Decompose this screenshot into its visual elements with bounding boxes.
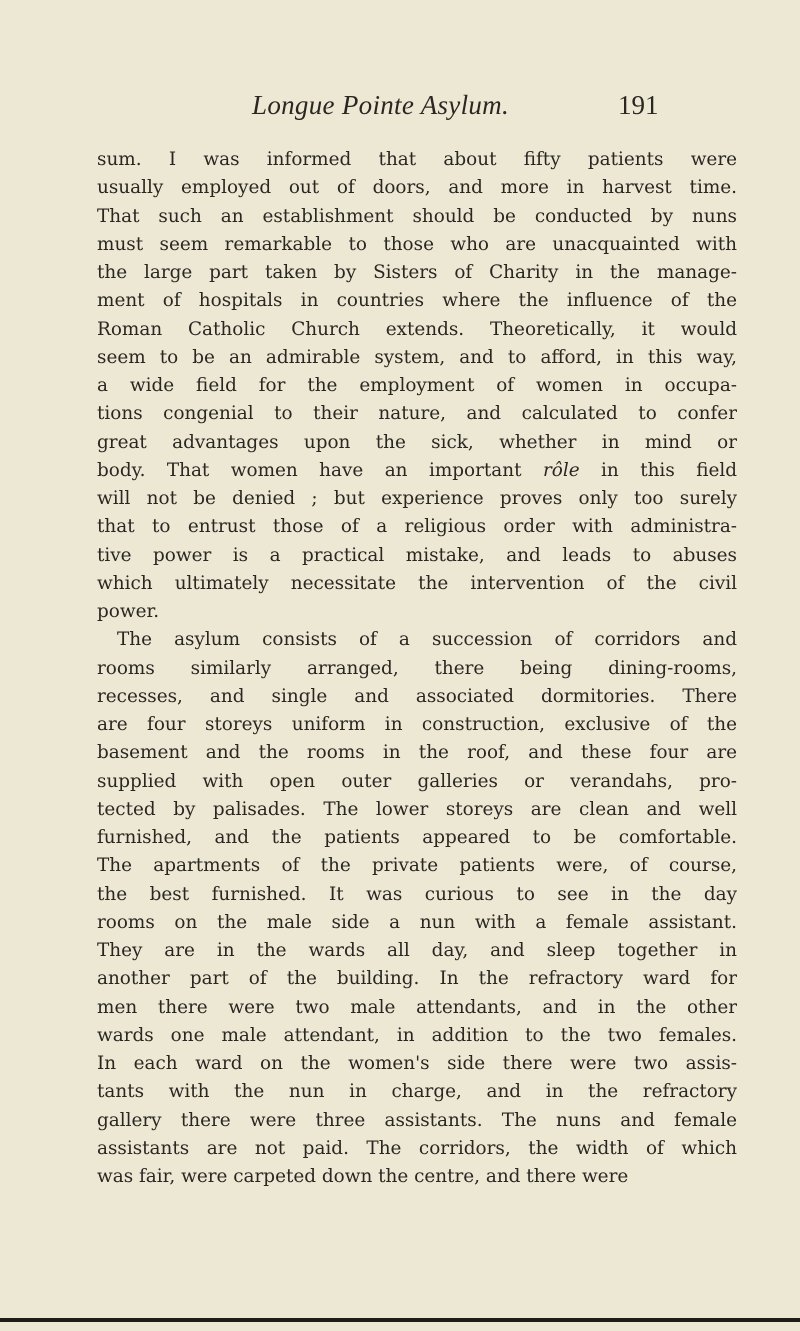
text-line: tions congenial to their nature, and calculated to confer [97,403,737,425]
text-line: power. [97,601,160,622]
page-number: 191 [618,90,659,120]
text-line: ment of hospitals in countries where the influence of the [97,290,737,312]
text-line: rooms similarly arranged, there being dining-rooms, [97,657,737,679]
text-line: wards one male attendant, in addition to the two females. [97,1024,737,1046]
text-line: which ultimately necessitate the intervention of the civil [97,572,737,594]
text-line: tants with the nun in charge, and in the refractory [97,1081,737,1103]
text-line: tected by palisades. The lower storeys are clean and well [97,798,737,820]
text-line: Roman Catholic Church extends. Theoretically, it would [97,318,737,340]
page-header [0,82,800,122]
text-line: another part of the building. In the refractory ward for [97,968,737,990]
text-line: That such an establishment should be conducted by nuns [97,205,737,227]
text-line: The apartments of the private patients were, of course, [97,855,737,877]
text-line: tive power is a practical mistake, and leads to abuses [97,544,737,566]
text-line: sum. I was informed that about fifty patients were [97,149,737,170]
text-line: are four storeys uniform in construction, exclusive of the [97,714,737,735]
text-line: must seem remarkable to those who are unacquainted with [97,233,737,255]
running-title: Longue Pointe Asylum. [252,90,510,120]
text-line: furnished, and the patients appeared to be comfortable. [97,827,737,848]
scan-edge-rule [0,1318,800,1322]
text-line: basement and the rooms in the roof, and these four are [97,742,737,764]
text-line: men there were two male attendants, and in the other [97,996,737,1018]
text-line: the best furnished. It was curious to see in the day [97,883,737,905]
text-line: In each ward on the women's side there were two assis- [97,1053,737,1074]
text-line: gallery there were three assistants. The nuns and female [97,1109,737,1131]
text-line: the large part taken by Sisters of Charity in the manage- [97,262,737,283]
text-line: usually employed out of doors, and more in harvest time. [97,177,737,199]
text-line: a wide field for the employment of women in occupa- [97,375,737,396]
text-line: supplied with open outer galleries or verandahs, pro- [97,770,737,792]
text-line: will not be denied ; but experience proves only too surely [97,488,737,509]
text-line: seem to be an admirable system, and to afford, in this way, [97,346,737,368]
text-line: They are in the wards all day, and sleep together in [97,940,737,961]
text-line-role [97,457,737,485]
text-line: rooms on the male side a nun with a female assistant. [97,911,737,933]
text-fragment: body. That women have an important rôle in this field [97,459,737,481]
text-line: great advantages upon the sick, whether in mind or [97,431,737,453]
text-line: assistants are not paid. The corridors, the width of which [97,1137,737,1159]
italic-word: rôle [542,459,580,481]
text-line-paragraph-start: The asylum consists of a succession of corridors and [117,629,737,651]
text-line: that to entrust those of a religious order with administra- [97,516,737,538]
body-text [97,146,737,1191]
text-line: recesses, and single and associated dormitories. There [97,685,737,707]
text-line: was fair, were carpeted down the centre, and there were [97,1166,629,1187]
